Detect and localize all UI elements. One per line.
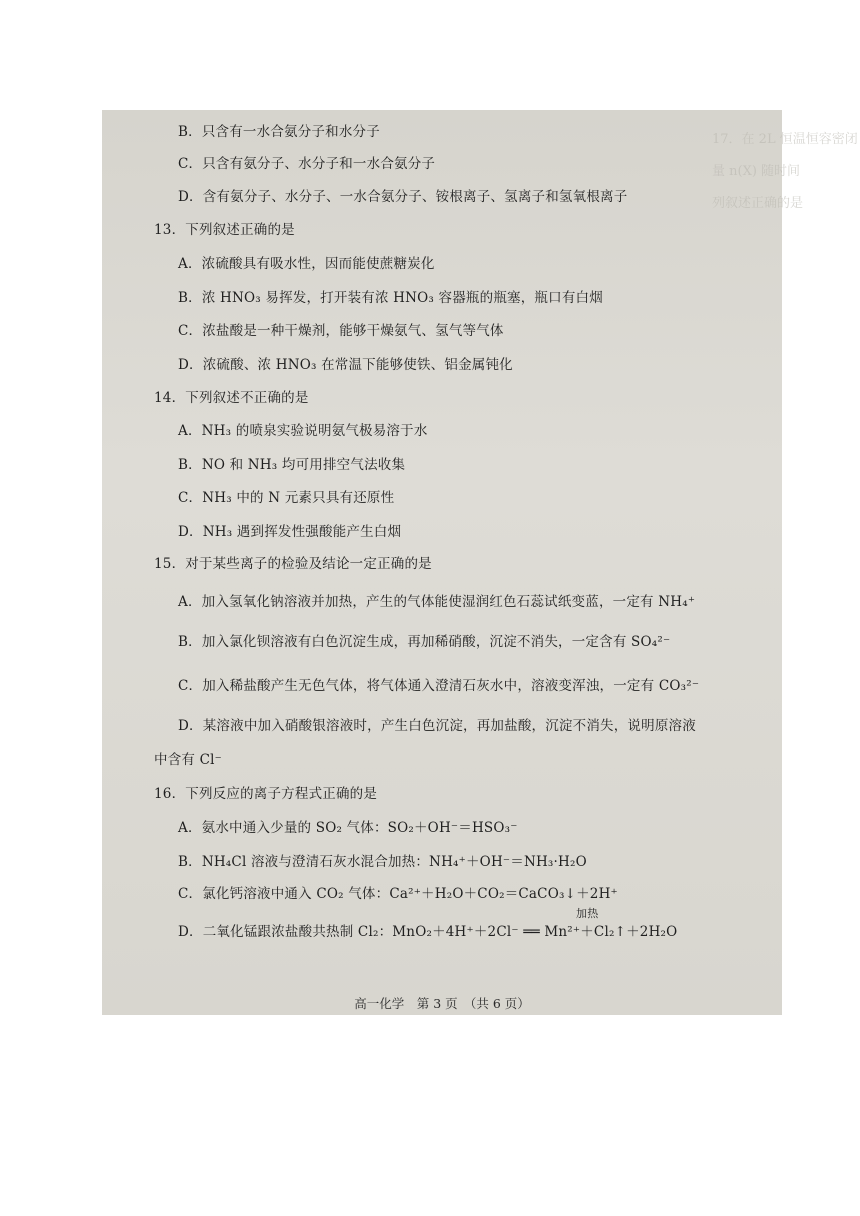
- option-12b: B．只含有一水合氨分子和水分子: [178, 124, 380, 140]
- bleed-through-text: 17．在 2L 恒温恒容密闭: [712, 132, 858, 147]
- question-15: 15．对于某些离子的检验及结论一定正确的是: [154, 556, 432, 572]
- option-16c: C．氯化钙溶液中通入 CO₂ 气体：Ca²⁺＋H₂O＋CO₂＝CaCO₃↓＋2H⁺: [178, 886, 618, 902]
- option-14a: A．NH₃ 的喷泉实验说明氨气极易溶于水: [178, 423, 428, 439]
- option-13c: C．浓盐酸是一种干燥剂，能够干燥氨气、氢气等气体: [178, 323, 504, 339]
- option-16a: A．氨水中通入少量的 SO₂ 气体：SO₂＋OH⁻＝HSO₃⁻: [178, 820, 518, 836]
- option-16d: D．二氧化锰跟浓盐酸共热制 Cl₂：MnO₂＋4H⁺＋2Cl⁻ ══ Mn²⁺＋Cl₂↑＋2H₂O: [178, 924, 678, 940]
- bleed-through-text: 列叙述正确的是: [712, 196, 804, 211]
- option-15c: C．加入稀盐酸产生无色气体，将气体通入澄清石灰水中，溶液变浑浊，一定有 CO₃²⁻: [178, 678, 700, 694]
- option-12c: C．只含有氨分子、水分子和一水合氨分子: [178, 156, 436, 172]
- option-13b: B．浓 HNO₃ 易挥发，打开装有浓 HNO₃ 容器瓶的瓶塞，瓶口有白烟: [178, 290, 603, 306]
- option-15b: B．加入氯化钡溶液有白色沉淀生成，再加稀硝酸，沉淀不消失，一定含有 SO₄²⁻: [178, 634, 671, 650]
- heat-condition-label: 加热: [576, 907, 599, 920]
- bleed-through-text: 量 n(X) 随时间: [712, 164, 801, 179]
- option-14c: C．NH₃ 中的 N 元素只具有还原性: [178, 490, 395, 506]
- option-14d: D．NH₃ 遇到挥发性强酸能产生白烟: [178, 524, 402, 540]
- option-15d-continued: 中含有 Cl⁻: [154, 752, 222, 768]
- option-15a: A．加入氢氧化钠溶液并加热，产生的气体能使湿润红色石蕊试纸变蓝，一定有 NH₄⁺: [178, 594, 696, 610]
- question-13: 13．下列叙述正确的是: [154, 222, 295, 238]
- option-16b: B．NH₄Cl 溶液与澄清石灰水混合加热：NH₄⁺＋OH⁻＝NH₃·H₂O: [178, 854, 587, 870]
- option-15d: D．某溶液中加入硝酸银溶液时，产生白色沉淀，再加盐酸，沉淀不消失，说明原溶液: [178, 718, 696, 734]
- question-14: 14．下列叙述不正确的是: [154, 390, 309, 406]
- exam-page: [102, 110, 858, 1015]
- option-13a: A．浓硫酸具有吸水性，因而能使蔗糖炭化: [178, 256, 435, 272]
- option-14b: B．NO 和 NH₃ 均可用排空气法收集: [178, 457, 406, 473]
- page-footer: 高一化学 第 3 页 （共 6 页）: [354, 996, 530, 1011]
- option-13d: D．浓硫酸、浓 HNO₃ 在常温下能够使铁、铝金属钝化: [178, 357, 513, 373]
- option-12d: D．含有氨分子、水分子、一水合氨分子、铵根离子、氢离子和氢氧根离子: [178, 189, 628, 205]
- question-16: 16．下列反应的离子方程式正确的是: [154, 786, 378, 802]
